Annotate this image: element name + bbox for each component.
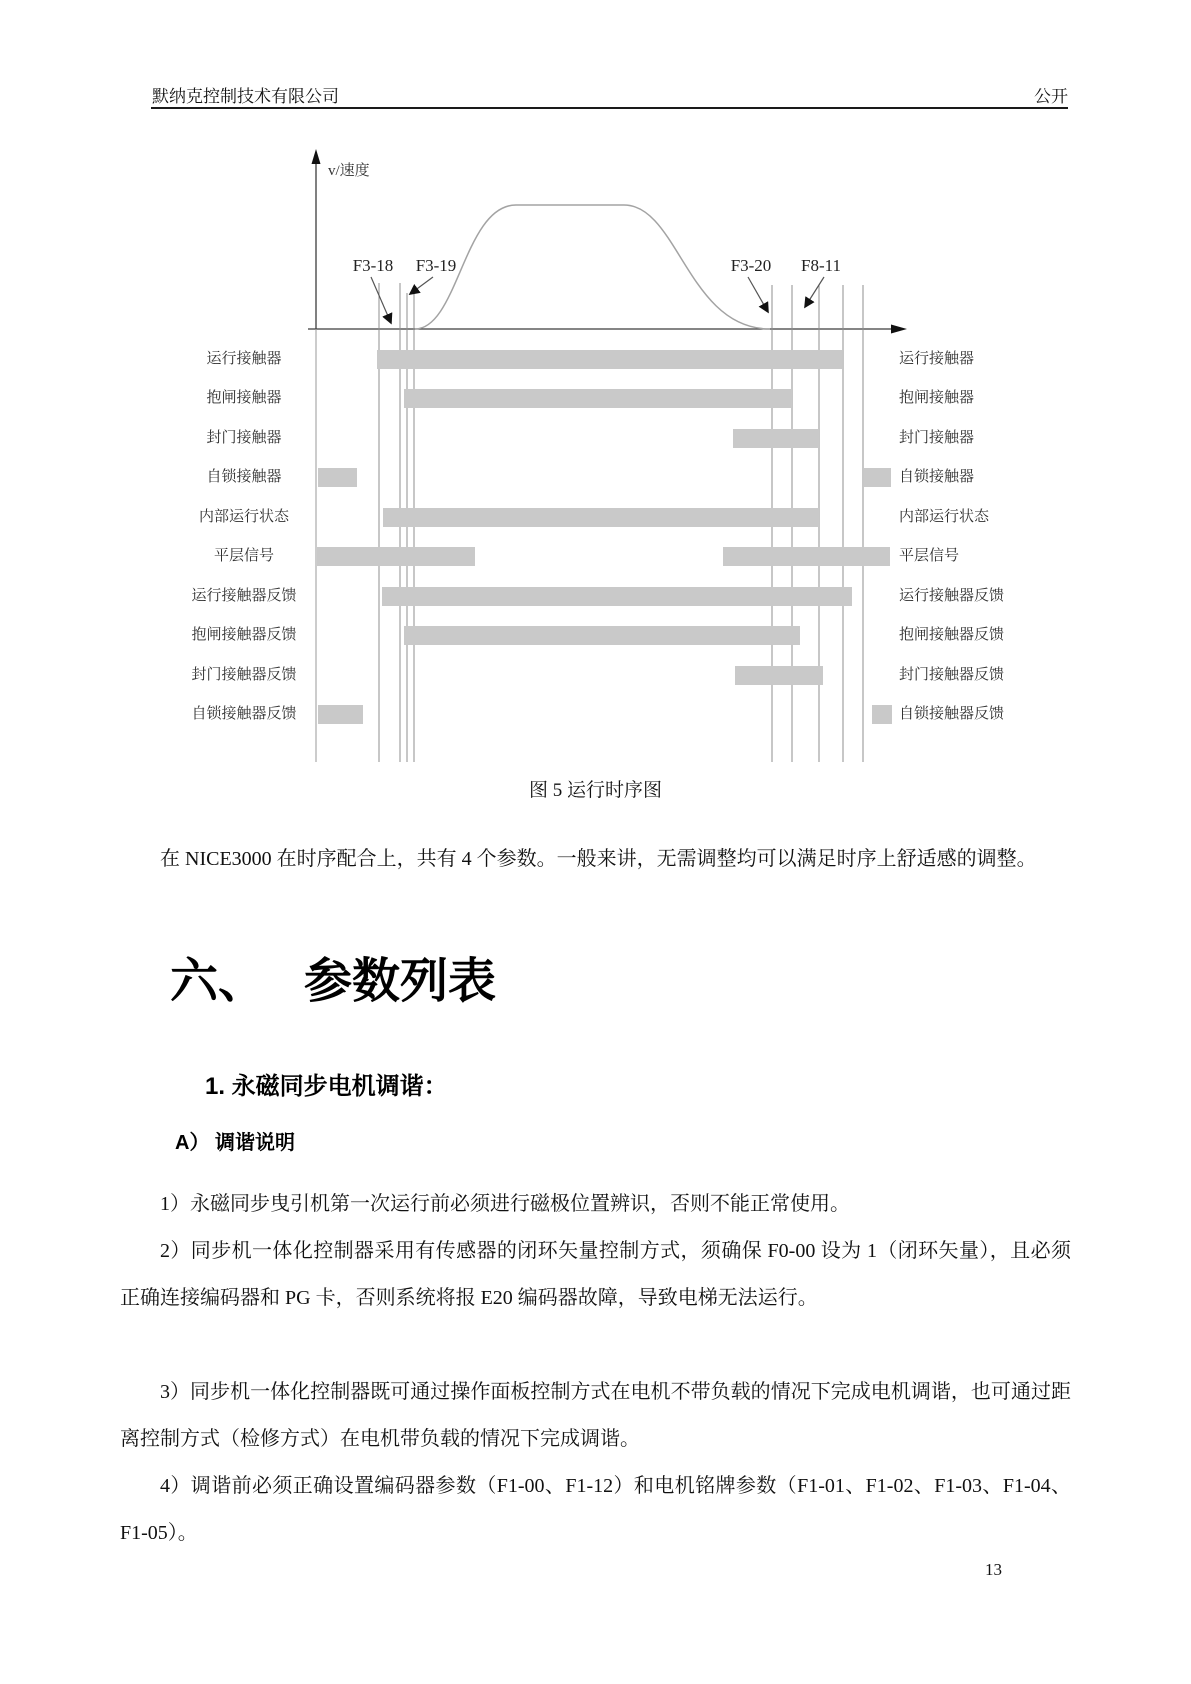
timing-bar bbox=[864, 468, 891, 487]
timing-bar bbox=[735, 666, 823, 685]
x-axis-arrow-icon bbox=[891, 325, 907, 334]
leader-arrow-f3-20-icon bbox=[748, 277, 768, 312]
item-1: 1）永磁同步曳引机第一次运行前必须进行磁极位置辨识，否则不能正常使用。 bbox=[160, 1193, 850, 1215]
marker-lines bbox=[379, 283, 863, 762]
timing-row-label-left: 自锁接触器反馈 bbox=[191, 706, 297, 722]
x-axis bbox=[308, 325, 907, 334]
timing-bar bbox=[377, 350, 842, 369]
leader-arrow-f3-18-icon bbox=[371, 277, 391, 323]
page-number: 13 bbox=[985, 1560, 1002, 1579]
y-axis-label: v/速度 bbox=[328, 163, 370, 179]
timing-row-label-right: 抱闸接触器 bbox=[899, 390, 975, 406]
timing-bar bbox=[404, 626, 800, 645]
subsection-heading: 1. 永磁同步电机调谐： bbox=[205, 1073, 448, 1100]
section-title: 参数列表 bbox=[304, 955, 497, 1008]
timing-bar bbox=[318, 468, 357, 487]
header-rule bbox=[151, 107, 1068, 109]
speed-curve bbox=[415, 205, 770, 329]
timing-row-label-left: 运行接触器反馈 bbox=[191, 588, 297, 604]
header-classification: 公开 bbox=[1034, 87, 1068, 106]
timing-row-label-left: 运行接触器 bbox=[206, 351, 282, 367]
timing-bar bbox=[872, 705, 892, 724]
marker-label-f3-19: F3-19 bbox=[415, 256, 457, 275]
timing-bar bbox=[404, 389, 792, 408]
timing-row-label-right: 封门接触器 bbox=[899, 430, 975, 446]
timing-row-label-left: 平层信号 bbox=[213, 548, 274, 564]
timing-bar bbox=[318, 705, 363, 724]
timing-row-label-left: 抱闸接触器 bbox=[206, 390, 282, 406]
subsubsection-heading: A） 调谐说明 bbox=[175, 1132, 295, 1154]
timing-row-label-right: 抱闸接触器反馈 bbox=[899, 627, 1005, 643]
timing-bar bbox=[733, 429, 819, 448]
header-company: 默纳克控制技术有限公司 bbox=[152, 87, 339, 106]
item-4: 4）调谐前必须正确设置编码器参数（F1-00、F1-12）和电机铭牌参数（F1-01、F1-02、F1-03、F1-04、F1-05）。 bbox=[120, 1475, 1071, 1544]
timing-row-label-right: 自锁接触器反馈 bbox=[899, 706, 1005, 722]
figure-caption: 图 5 运行时序图 bbox=[528, 780, 662, 801]
intro-paragraph: 在 NICE3000 在时序配合上，共有 4 个参数。一般来讲，无需调整均可以满足时序上舒适感的调整。 bbox=[160, 848, 1037, 870]
timing-row-label-left: 抱闸接触器反馈 bbox=[191, 627, 297, 643]
timing-bar bbox=[383, 508, 819, 527]
marker-label-f3-20: F3-20 bbox=[730, 256, 772, 275]
section-number: 六、 bbox=[170, 955, 267, 1008]
timing-row-label-right: 自锁接触器 bbox=[899, 469, 975, 485]
marker-label-f3-18: F3-18 bbox=[352, 256, 394, 275]
timing-row-label-right: 内部运行状态 bbox=[899, 509, 990, 525]
timing-row-label-left: 封门接触器反馈 bbox=[191, 667, 297, 683]
marker-label-f8-11: F8-11 bbox=[801, 256, 841, 275]
timing-row-label-right: 运行接触器 bbox=[899, 351, 975, 367]
timing-row-label-right: 运行接触器反馈 bbox=[899, 588, 1005, 604]
leader-arrow-f8-11-icon bbox=[805, 277, 824, 307]
item-2: 2）同步机一体化控制器采用有传感器的闭环矢量控制方式，须确保 F0-00 设为 1（闭环矢量），且必须正确连接编码器和 PG 卡，否则系统将报 E20 编码器故障，导致电梯无法运行。 bbox=[120, 1240, 1071, 1309]
timing-row-label-left: 封门接触器 bbox=[206, 430, 282, 446]
timing-row-label-right: 平层信号 bbox=[899, 548, 960, 564]
timing-bar bbox=[382, 587, 852, 606]
timing-bar bbox=[317, 547, 475, 566]
leader-arrows bbox=[371, 277, 824, 323]
section-heading bbox=[170, 942, 496, 1011]
timing-row-label-left: 内部运行状态 bbox=[198, 509, 289, 525]
timing-row-label-right: 封门接触器反馈 bbox=[899, 667, 1005, 683]
item-3: 3）同步机一体化控制器既可通过操作面板控制方式在电机不带负载的情况下完成电机调谐，也可通过距离控制方式（检修方式）在电机带负载的情况下完成调谐。 bbox=[120, 1381, 1071, 1450]
leader-arrow-f3-19-icon bbox=[410, 277, 433, 294]
timing-bar bbox=[723, 547, 890, 566]
y-axis bbox=[312, 149, 321, 329]
timing-row-label-left: 自锁接触器 bbox=[206, 469, 282, 485]
y-axis-arrow-icon bbox=[312, 149, 321, 164]
